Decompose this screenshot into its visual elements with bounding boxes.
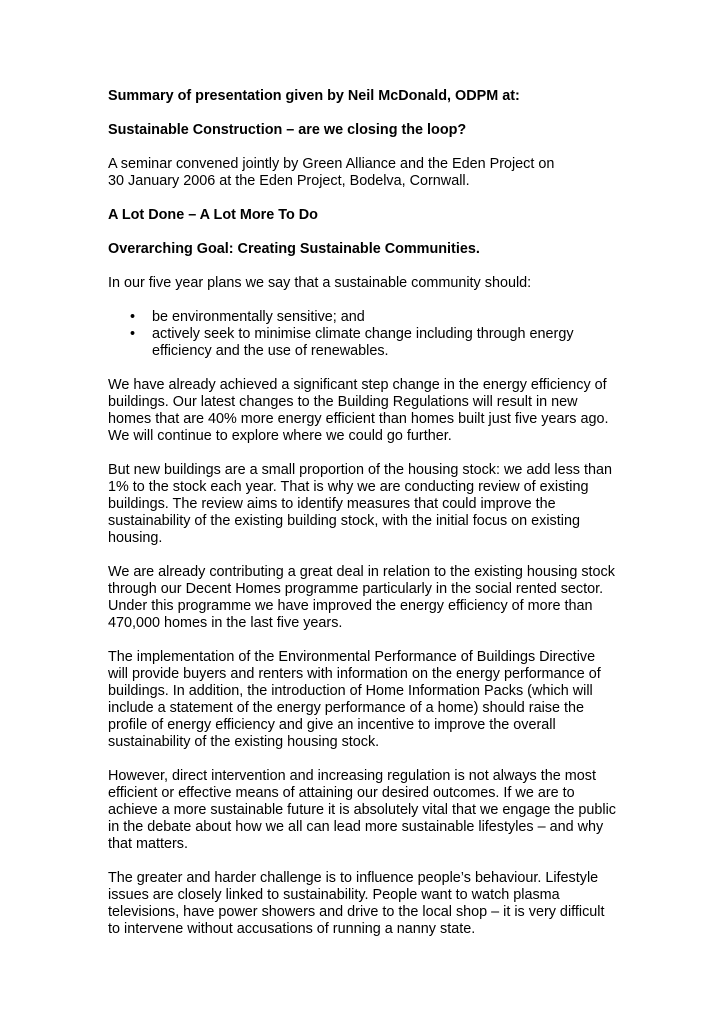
document-page — [108, 88, 618, 955]
paragraph-direct-intervention: However, direct intervention and increasing regulation is not always the most efficient or effective means of attaining our desired outcomes. If we are to achieve a more sustainable future it is absolutely vital that we engage the public in the debate about how we all can lead more sustainable lifestyles – and why that matters. — [108, 768, 616, 852]
seminar-title: Sustainable Construction – are we closing the loop? — [108, 122, 467, 138]
bullet-icon: • — [130, 309, 136, 325]
paragraph-energy-efficiency: We have already achieved a significant step change in the energy efficiency of buildings. Our latest changes to the Building Regulations will result in new homes that are 40% more energy efficient than homes built just five years ago. We will continue to explore where we could go further. — [108, 377, 609, 444]
seminar-info-line-1: A seminar convened jointly by Green Alliance and the Eden Project on — [108, 156, 555, 172]
section-heading: A Lot Done – A Lot More To Do — [108, 207, 318, 223]
paragraph-buildings-directive: The implementation of the Environmental Performance of Buildings Directive will provide buyers and renters with information on the energy performance of buildings. In addition, the introduction of Home Information Packs (which will include a statement of the energy performance of a home) should raise the profile of energy efficiency and give an incentive to improve the overall sustainability of the existing housing stock. — [108, 649, 601, 750]
seminar-info-line-2: 30 January 2006 at the Eden Project, Bodelva, Cornwall. — [108, 173, 470, 189]
bullet-item — [108, 326, 618, 360]
paragraph-decent-homes: We are already contributing a great deal in relation to the existing housing stock through our Decent Homes programme particularly in the social rented sector. Under this programme we have improved the energy efficiency of more than 470,000 homes in the last five years. — [108, 564, 615, 631]
bullet-list — [108, 309, 618, 360]
bullet-text: be environmentally sensitive; and — [152, 309, 365, 325]
paragraph-existing-buildings: But new buildings are a small proportion of the housing stock: we add less than 1% to the stock each year. That is why we are conducting review of existing buildings. The review aims to identify measures that could improve the sustainability of the existing building stock, with the initial focus on existing housing. — [108, 462, 612, 546]
bullet-text: actively seek to minimise climate change including through energy efficiency and the use of renewables. — [152, 326, 574, 359]
seminar-info — [108, 156, 618, 190]
goal-heading: Overarching Goal: Creating Sustainable Communities. — [108, 241, 480, 257]
bullet-icon: • — [130, 326, 136, 342]
bullet-item — [108, 309, 618, 326]
intro-text: In our five year plans we say that a sustainable community should: — [108, 275, 532, 291]
paragraph-behaviour-challenge: The greater and harder challenge is to influence people’s behaviour. Lifestyle issues are closely linked to sustainability. People want to watch plasma televisions, have power showers and drive to the local shop – it is very difficult to intervene without accusations of running a nanny state. — [108, 870, 605, 937]
summary-heading: Summary of presentation given by Neil McDonald, ODPM at: — [108, 88, 520, 104]
